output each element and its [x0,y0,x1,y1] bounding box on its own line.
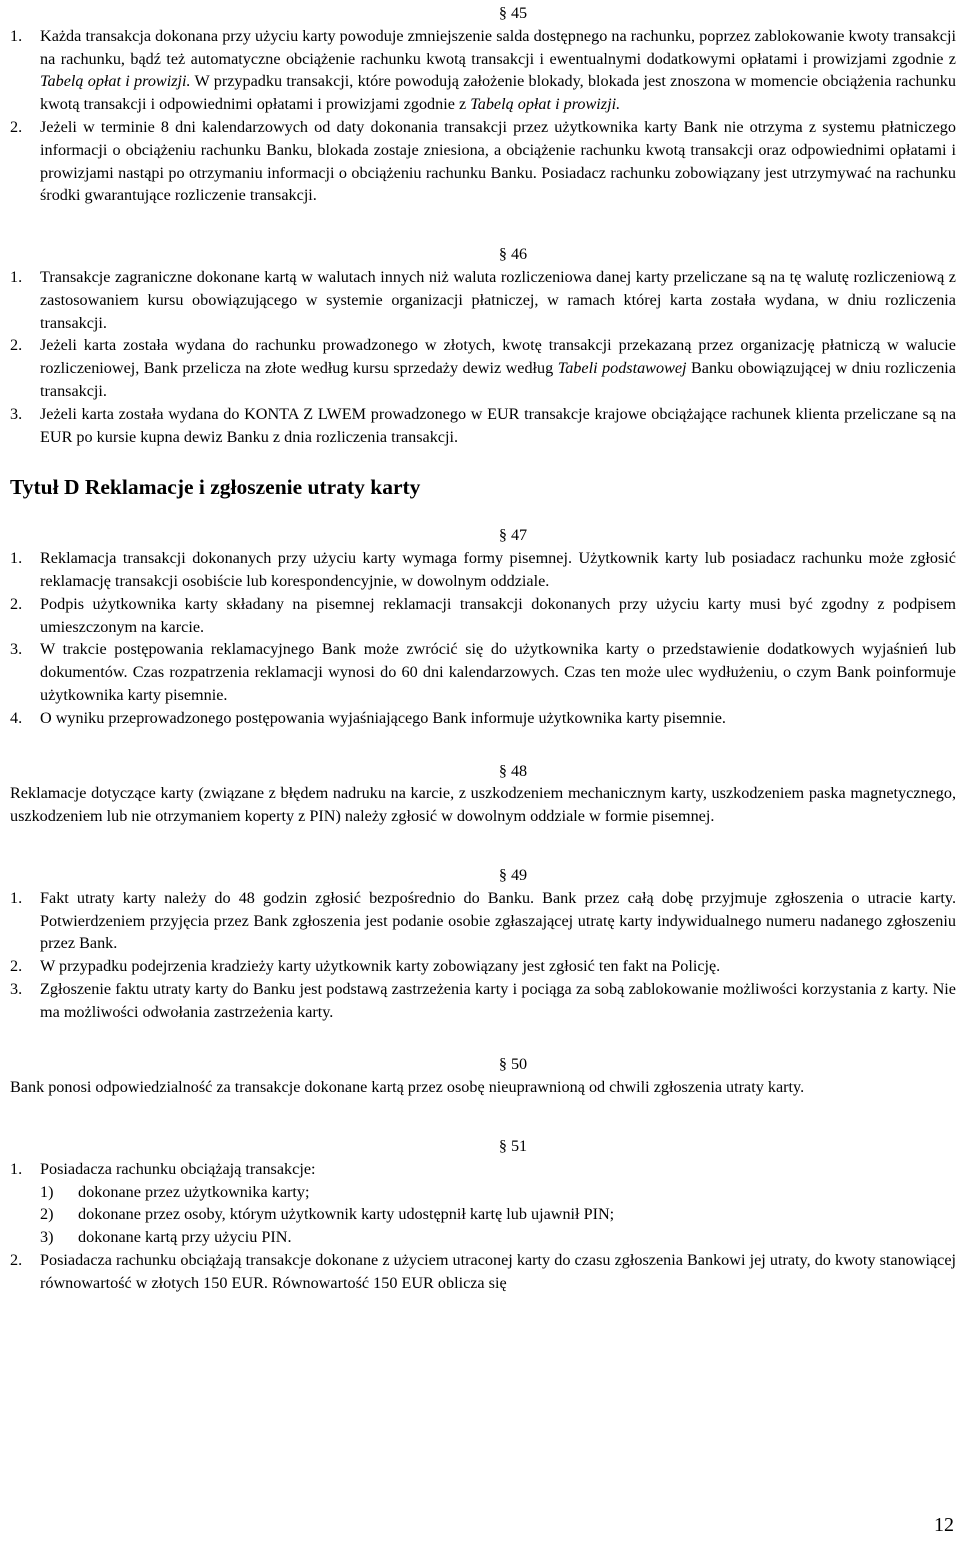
section-heading-49: § 49 [498,865,528,884]
section-heading-45: § 45 [498,4,528,22]
list-item: 4. O wyniku przeprowadzonego postępowania wyjaśniającego Bank informuje użytkownika karty pisemnie. [10,708,726,727]
section-heading-51: § 51 [498,1137,528,1156]
list-item: 2. Jeżeli w terminie 8 dni kalendarzowych od daty dokonania transakcji przez użytkownika karty Bank nie otrzyma z systemu płatniczego informacji o obciążeniu rachunku Banku, blokada zostaje zniesiona, a obciążenie rachunku kwotą transakcji oraz odpowiednimi opłatami i prowizjami nastąpi po otrzymaniu informacji o obciążeniu rachunku Banku. Posiadacz rachunku zobowiązany jest utrzymywać na rachunku środki gwarantujące rozliczenie transakcji. [10,117,956,205]
list-item: 2. Podpis użytkownika karty składany na pisemnej reklamacji transakcji dokonanych przy użyciu karty musi być zgodny z podpisem umieszczonym na karcie. [10,594,956,636]
sub-list-item: 3) dokonane kartą przy użyciu PIN. [40,1228,292,1247]
list-item: 1. Fakt utraty karty należy do 48 godzin zgłosić bezpośrednio do Banku. Bank przez całą dobę przyjmuje zgłoszenia o utracie karty. Potwierdzeniem przyjęcia przez Bank zgłoszenia jest podanie osobie zgłaszającej utratę karty indywidualnego numeru nadanego zgłoszeniu przez Bank. [10,888,956,953]
section-heading-46: § 46 [498,245,528,264]
list-item: 2. Posiadacza rachunku obciążają transakcje dokonane z użyciem utraconej karty do czasu zgłoszenia Bankowi jej utraty, do kwoty stanowiącej równowartość w złotych 150 EUR. Równowartość 150 EUR oblicza się [10,1251,956,1292]
list-item: 3. W trakcie postępowania reklamacyjnego Bank może zwrócić się do użytkownika karty o przedstawienie dodatkowych wyjaśnień lub dokumentów. Czas rozpatrzenia reklamacji wynosi do 60 dni kalendarzowych. Czas ten może ulec wydłużeniu, o czym Bank poinformuje użytkownika karty pisemnie. [10,640,956,704]
list-item: 1. Każda transakcja dokonana przy użyciu karty powoduje zmniejszenie salda dostępnego na rachunku, poprzez zablokowanie kwoty transakcji na rachunku, bądź też automatyczne obciążenie rachunku kwotą transakcji i ewentualnymi dodatkowymi opłatami i prowizjami zgodnie z Tabelą opłat i prowizji. W przypadku transakcji, które powodują założenie blokady, blokada jest znoszona w momencie obciążenia rachunku kwotą transakcji i odpowiednimi opłatami i prowizjami zgodnie z Tabelą opłat i prowizji. [10,26,956,114]
section-heading-48: § 48 [498,761,528,780]
list-item: 2. W przypadku podejrzenia kradzieży karty użytkownik karty zobowiązany jest zgłosić ten fakt na Policję. [10,957,721,976]
section-heading-47: § 47 [498,526,528,545]
sub-list-item: 1) dokonane przez użytkownika karty; [40,1182,310,1201]
document-page [10,0,956,1295]
paragraph: Reklamacje dotyczące karty (związane z błędem nadruku na karcie, z uszkodzeniem mechanicznym karty, uszkodzeniem paska magnetycznego, uszkodzeniem lub nie otrzymaniem koperty z PIN) należy zgłosić w dowolnym oddziale w formie pisemnej. [10,784,956,826]
list-item: 1. Transakcje zagraniczne dokonane kartą w walutach innych niż waluta rozliczeniowa danej karty przeliczane są na tę walutę rozliczeniową z zastosowaniem kursu obowiązującego w systemie organizacji płatniczej, w ramach której karta została wydana, w dniu rozliczenia transakcji. [10,267,956,332]
list-item: 3. Jeżeli karta została wydana do KONTA Z LWEM prowadzonego w EUR transakcje krajowe obciążające rachunek klienta przeliczane są na EUR po kursie kupna dewiz Banku z dnia rozliczenia transakcji. [10,404,956,446]
list-item: 2. Jeżeli karta została wydana do rachunku prowadzonego w złotych, kwotę transakcji przekazaną przez organizację płatniczą w walucie rozliczeniowej, Bank przelicza na złote według kursu sprzedaży dewiz według Tabeli podstawowej Banku obowiązującej w dniu rozliczenia transakcji. [10,336,956,400]
sub-list-item: 2) dokonane przez osoby, którym użytkownik karty udostępnił kartę lub ujawnił PIN; [40,1205,615,1224]
list-item: 3. Zgłoszenie faktu utraty karty do Banku jest podstawą zastrzeżenia karty i pociąga za sobą zablokowanie możliwości korzystania z karty. Nie ma możliwości odwołania zastrzeżenia karty. [10,979,956,1021]
list-item: 1. Posiadacza rachunku obciążają transakcje: [10,1159,316,1178]
section-heading-50: § 50 [498,1055,528,1074]
page-number: 12 [934,1514,954,1537]
paragraph: Bank ponosi odpowiedzialność za transakcje dokonane kartą przez osobę nieuprawnioną od chwili zgłoszenia utraty karty. [10,1078,805,1097]
list-item: 1. Reklamacja transakcji dokonanych przy użyciu karty wymaga formy pisemnej. Użytkownik karty lub posiadacz rachunku może zgłosić reklamację transakcji osobiście lub korespondencyjnie, w dowolnym oddziale. [10,549,956,590]
part-title: Tytuł D Reklamacje i zgłoszenie utraty karty [10,475,421,500]
